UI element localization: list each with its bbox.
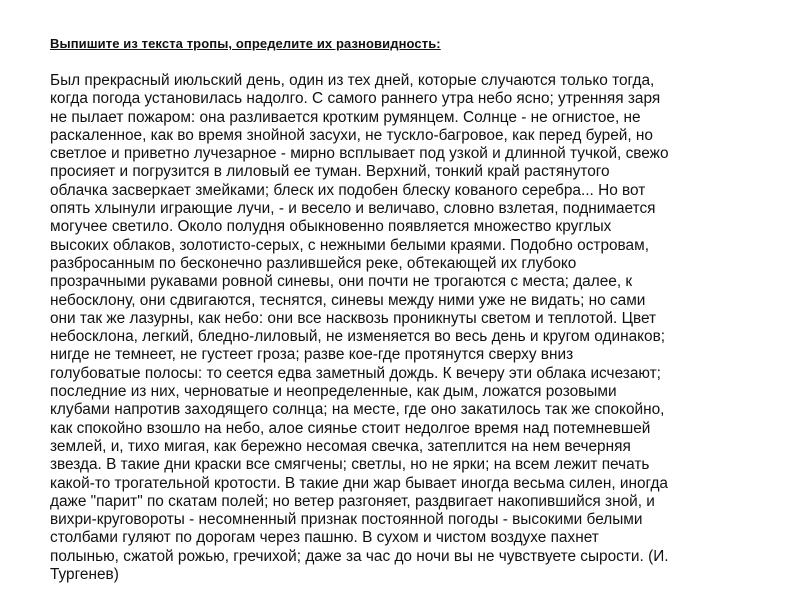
passage-line: Был прекрасный июльский день, один из тех дней, которые случаются только тогда, bbox=[50, 72, 655, 89]
passage-line: высоких облаков, золотисто-серых, с нежными белыми краями. Подобно островам, bbox=[50, 236, 649, 254]
passage-line: столбами гуляют по дорогам через пашню. В сухом и чистом воздухе пахнет bbox=[50, 529, 599, 547]
passage-line: опять хлынули играющие лучи, - и весело и величаво, словно взлетая, поднимается bbox=[50, 200, 656, 218]
passage-line: прозрачными рукавами ровной синевы, они почти не трогаются с места; далее, к bbox=[50, 273, 633, 291]
passage-line: когда погода установилась надолго. С самого раннего утра небо ясно; утренняя заря bbox=[50, 90, 661, 108]
passage-line: голубоватые полосы: то сеется едва заметный дождь. К вечеру эти облака исчезают; bbox=[50, 364, 661, 382]
passage-line: светлое и приветно лучезарное - мирно всплывает под узкой и длинной тучкой, свежо bbox=[50, 145, 669, 163]
passage-line: какой-то трогательной кротости. В такие дни жар бывает иногда весьма силен, иногда bbox=[50, 474, 668, 492]
passage-line: вихри-круговороты - несомненный признак постоянной погоды - высокими белыми bbox=[50, 511, 643, 529]
passage-line: землей, и, тихо мигая, как бережно несомая свечка, затеплится на нем вечерняя bbox=[50, 437, 631, 455]
passage-line: небосклона, легкий, бледно-лиловый, не изменяется во весь день и кругом одинаков; bbox=[50, 328, 666, 346]
passage-line: облачка засверкает змейками; блеск их подобен блеску кованого серебра... Но вот bbox=[50, 181, 646, 199]
passage-line: не пылает пожаром: она разливается кротким румянцем. Солнце - не огнистое, не bbox=[50, 108, 641, 126]
passage-line: разбросанным по бесконечно разлившейся реке, обтекающей их глубоко bbox=[50, 254, 577, 272]
passage-text bbox=[50, 72, 770, 584]
passage-line: Тургенев) bbox=[50, 566, 119, 584]
passage-line: полынью, сжатой рожью, гречихой; даже за час до ночи вы не чувствуете сырости. (И. bbox=[50, 547, 669, 565]
passage-line: клубами напротив заходящего солнца; на месте, где оно закатилось так же спокойно, bbox=[50, 401, 665, 419]
passage-line: последние из них, черноватые и неопределенные, как дым, ложатся розовыми bbox=[50, 383, 617, 401]
passage-line: раскаленное, как во время знойной засухи, не тускло-багровое, как перед бурей, но bbox=[50, 126, 653, 144]
passage-line: звезда. В такие дни краски все смягчены; светлы, но не ярки; на всем лежит печать bbox=[50, 456, 650, 474]
task-heading: Выпишите из текста тропы, определите их разновидность: bbox=[50, 36, 441, 51]
passage-line: как спокойно взошло на небо, алое сиянье стоит недолгое время над потемневшей bbox=[50, 419, 651, 437]
passage-line: просияет и погрузится в лиловый ее туман. Верхний, тонкий край растянутого bbox=[50, 163, 610, 181]
passage-line: даже "парит" по скатам полей; но ветер разгоняет, раздвигает накопившийся зной, и bbox=[50, 492, 655, 510]
passage-line: небосклону, они сдвигаются, теснятся, синевы между ними уже не видать; но сами bbox=[50, 291, 646, 309]
passage-line: они так же лазурны, как небо: они все насквозь проникнуты светом и теплотой. Цвет bbox=[50, 309, 657, 327]
passage-line: нигде не темнеет, не густеет гроза; разве кое-где протянутся сверху вниз bbox=[50, 346, 574, 364]
passage-line: могучее светило. Около полудня обыкновенно появляется множество круглых bbox=[50, 218, 612, 236]
